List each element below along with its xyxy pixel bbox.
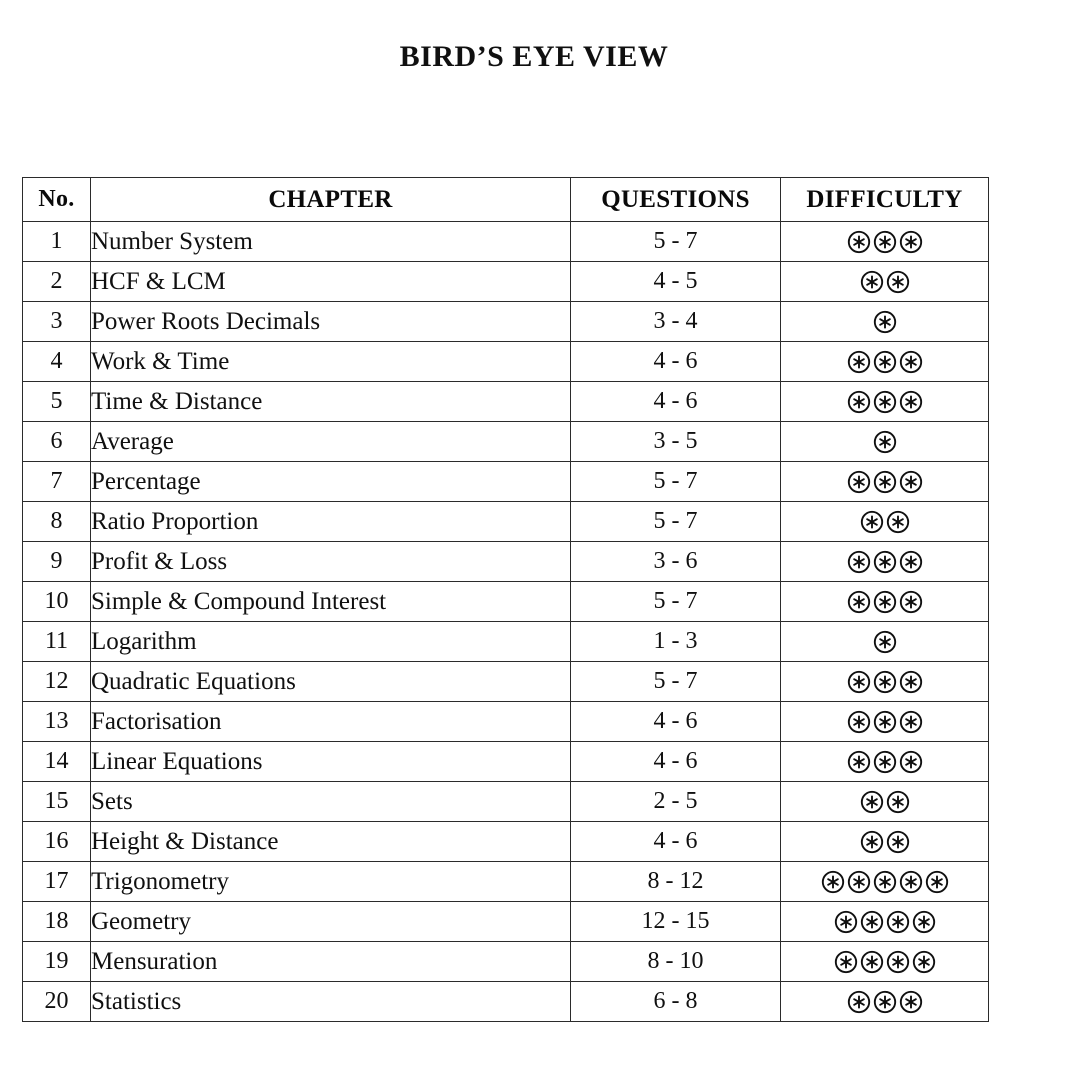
cell-no: 7 [23,462,91,502]
table-row [23,782,989,822]
circled-asterisk-icon [898,229,924,255]
cell-questions: 5 - 7 [571,222,781,262]
circled-asterisk-icon [885,909,911,935]
circled-asterisk-icon [898,869,924,895]
cell-questions: 3 - 6 [571,542,781,582]
cell-no: 16 [23,822,91,862]
cell-no: 2 [23,262,91,302]
table-row [23,342,989,382]
cell-no: 20 [23,982,91,1022]
table-header [23,178,989,222]
circled-asterisk-icon [872,349,898,375]
circled-asterisk-icon [872,469,898,495]
circled-asterisk-icon [859,789,885,815]
cell-no: 13 [23,702,91,742]
cell-difficulty [781,222,989,262]
cell-no: 15 [23,782,91,822]
circled-asterisk-icon [846,669,872,695]
difficulty-rating [859,829,911,855]
column-header-no: No. [23,178,91,222]
column-header-chapter: CHAPTER [91,178,571,222]
circled-asterisk-icon [898,549,924,575]
difficulty-rating [872,629,898,655]
cell-questions: 5 - 7 [571,662,781,702]
cell-no: 6 [23,422,91,462]
cell-difficulty [781,982,989,1022]
circled-asterisk-icon [911,909,937,935]
cell-difficulty [781,902,989,942]
cell-questions: 8 - 10 [571,942,781,982]
difficulty-rating [833,949,937,975]
difficulty-rating [846,469,924,495]
cell-difficulty [781,342,989,382]
cell-difficulty [781,742,989,782]
column-header-difficulty: DIFFICULTY [781,178,989,222]
circled-asterisk-icon [846,549,872,575]
cell-difficulty [781,622,989,662]
difficulty-rating [833,909,937,935]
cell-difficulty [781,942,989,982]
table-row [23,382,989,422]
cell-chapter: Logarithm [91,622,571,662]
cell-difficulty [781,382,989,422]
difficulty-rating [846,349,924,375]
table-header-row [23,178,989,222]
circled-asterisk-icon [859,269,885,295]
circled-asterisk-icon [872,429,898,455]
circled-asterisk-icon [872,229,898,255]
circled-asterisk-icon [872,709,898,735]
circled-asterisk-icon [846,349,872,375]
page-title: BIRD’S EYE VIEW [399,40,669,73]
column-header-questions: QUESTIONS [571,178,781,222]
difficulty-rating [872,309,898,335]
cell-questions: 4 - 6 [571,702,781,742]
circled-asterisk-icon [859,949,885,975]
circled-asterisk-icon [898,669,924,695]
cell-questions: 4 - 6 [571,342,781,382]
difficulty-rating [846,389,924,415]
cell-chapter: Average [91,422,571,462]
table-row [23,942,989,982]
cell-no: 5 [23,382,91,422]
circled-asterisk-icon [898,749,924,775]
circled-asterisk-icon [898,589,924,615]
cell-questions: 4 - 6 [571,382,781,422]
cell-questions: 5 - 7 [571,582,781,622]
circled-asterisk-icon [872,669,898,695]
circled-asterisk-icon [872,589,898,615]
circled-asterisk-icon [872,749,898,775]
circled-asterisk-icon [885,789,911,815]
table-row [23,622,989,662]
circled-asterisk-icon [846,709,872,735]
cell-difficulty [781,462,989,502]
cell-no: 12 [23,662,91,702]
difficulty-rating [846,549,924,575]
circled-asterisk-icon [872,869,898,895]
cell-chapter: Work & Time [91,342,571,382]
cell-difficulty [781,502,989,542]
difficulty-rating [846,989,924,1015]
difficulty-rating [859,269,911,295]
circled-asterisk-icon [872,389,898,415]
table-row [23,222,989,262]
cell-chapter: Ratio Proportion [91,502,571,542]
difficulty-rating [859,509,911,535]
cell-difficulty [781,582,989,622]
cell-no: 9 [23,542,91,582]
cell-difficulty [781,782,989,822]
circled-asterisk-icon [885,509,911,535]
cell-chapter: Statistics [91,982,571,1022]
difficulty-rating [846,669,924,695]
cell-no: 14 [23,742,91,782]
cell-difficulty [781,662,989,702]
cell-chapter: Profit & Loss [91,542,571,582]
circled-asterisk-icon [846,389,872,415]
circled-asterisk-icon [859,829,885,855]
cell-questions: 5 - 7 [571,462,781,502]
circled-asterisk-icon [924,869,950,895]
cell-difficulty [781,862,989,902]
cell-chapter: Sets [91,782,571,822]
circled-asterisk-icon [846,469,872,495]
circled-asterisk-icon [846,589,872,615]
circled-asterisk-icon [898,349,924,375]
circled-asterisk-icon [846,989,872,1015]
cell-no: 18 [23,902,91,942]
table-row [23,702,989,742]
cell-questions: 2 - 5 [571,782,781,822]
circled-asterisk-icon [885,949,911,975]
cell-questions: 3 - 5 [571,422,781,462]
difficulty-rating [846,749,924,775]
table-row [23,502,989,542]
table-row [23,662,989,702]
circled-asterisk-icon [820,869,846,895]
circled-asterisk-icon [898,389,924,415]
table-row [23,862,989,902]
circled-asterisk-icon [859,909,885,935]
difficulty-rating [846,709,924,735]
table-row [23,262,989,302]
table-row [23,422,989,462]
cell-questions: 1 - 3 [571,622,781,662]
cell-chapter: Trigonometry [91,862,571,902]
table-row [23,582,989,622]
circled-asterisk-icon [898,469,924,495]
cell-no: 17 [23,862,91,902]
circled-asterisk-icon [898,709,924,735]
cell-no: 3 [23,302,91,342]
cell-difficulty [781,822,989,862]
cell-difficulty [781,542,989,582]
cell-questions: 6 - 8 [571,982,781,1022]
circled-asterisk-icon [859,509,885,535]
difficulty-rating [872,429,898,455]
difficulty-rating [859,789,911,815]
cell-chapter: Time & Distance [91,382,571,422]
cell-chapter: Geometry [91,902,571,942]
cell-questions: 3 - 4 [571,302,781,342]
chapters-table [22,177,989,1022]
table-row [23,742,989,782]
circled-asterisk-icon [872,549,898,575]
cell-chapter: Quadratic Equations [91,662,571,702]
circled-asterisk-icon [911,949,937,975]
cell-questions: 4 - 5 [571,262,781,302]
cell-questions: 5 - 7 [571,502,781,542]
table-body [23,222,989,1022]
circled-asterisk-icon [846,229,872,255]
cell-no: 11 [23,622,91,662]
circled-asterisk-icon [846,749,872,775]
circled-asterisk-icon [885,269,911,295]
cell-chapter: Height & Distance [91,822,571,862]
cell-no: 10 [23,582,91,622]
cell-questions: 4 - 6 [571,822,781,862]
circled-asterisk-icon [833,909,859,935]
bird-eye-view-table-container [22,177,988,1022]
cell-difficulty [781,262,989,302]
circled-asterisk-icon [846,869,872,895]
cell-chapter: Number System [91,222,571,262]
circled-asterisk-icon [872,309,898,335]
cell-questions: 12 - 15 [571,902,781,942]
cell-no: 4 [23,342,91,382]
table-row [23,902,989,942]
circled-asterisk-icon [872,629,898,655]
cell-difficulty [781,302,989,342]
cell-no: 19 [23,942,91,982]
cell-chapter: Mensuration [91,942,571,982]
cell-chapter: Power Roots Decimals [91,302,571,342]
cell-chapter: HCF & LCM [91,262,571,302]
table-row [23,302,989,342]
cell-chapter: Linear Equations [91,742,571,782]
cell-no: 1 [23,222,91,262]
cell-difficulty [781,702,989,742]
cell-questions: 8 - 12 [571,862,781,902]
cell-chapter: Simple & Compound Interest [91,582,571,622]
cell-questions: 4 - 6 [571,742,781,782]
cell-difficulty [781,422,989,462]
cell-no: 8 [23,502,91,542]
cell-chapter: Factorisation [91,702,571,742]
circled-asterisk-icon [898,989,924,1015]
table-row [23,462,989,502]
circled-asterisk-icon [872,989,898,1015]
difficulty-rating [820,869,950,895]
circled-asterisk-icon [833,949,859,975]
table-row [23,982,989,1022]
table-row [23,822,989,862]
circled-asterisk-icon [885,829,911,855]
difficulty-rating [846,589,924,615]
cell-chapter: Percentage [91,462,571,502]
table-row [23,542,989,582]
difficulty-rating [846,229,924,255]
